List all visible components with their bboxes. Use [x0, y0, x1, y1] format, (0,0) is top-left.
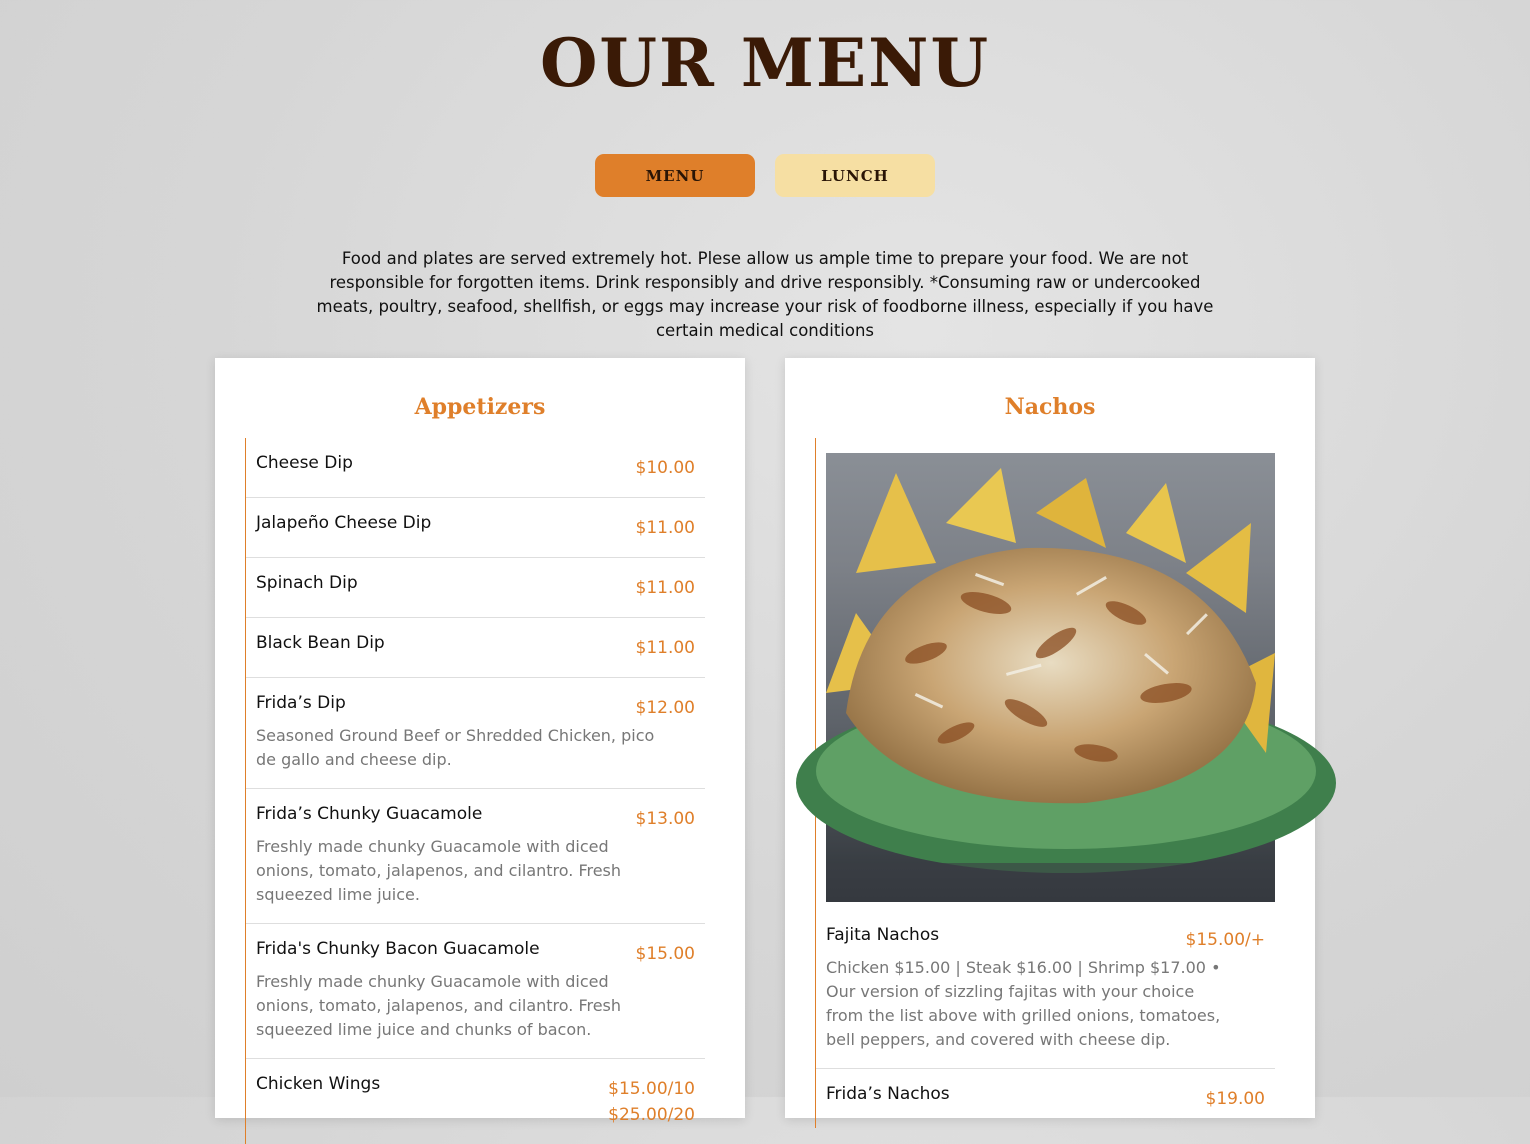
menu-notice: Food and plates are served extremely hot. Plese allow us ample time to prepare your food. We are not responsible for forgotten items. Drink responsibly and drive responsibly. *Consuming raw or undercooked meats, poultry, seafood, shellfish, or eggs may increase your risk of foodborne illness, especially if you have certain medical conditions	[316, 249, 1214, 340]
item-name: Spinach Dip	[256, 573, 358, 593]
item-price: $11.00	[635, 518, 695, 538]
appetizers-title: Appetizers	[414, 394, 546, 420]
tab-lunch[interactable]: LUNCH	[775, 154, 935, 197]
item-description: Freshly made chunky Guacamole with diced onions, tomato, jalapenos, and cilantro. Fresh squeezed lime juice and chunks of bacon.	[256, 972, 622, 1039]
item-price: $11.00	[635, 578, 695, 598]
item-name: Frida’s Chunky Guacamole	[256, 804, 483, 824]
item-name: Jalapeño Cheese Dip	[256, 513, 432, 533]
menu-item	[816, 1069, 1275, 1128]
item-name: Chicken Wings	[256, 1074, 381, 1094]
appetizers-list	[245, 438, 705, 1144]
item-name: Cheese Dip	[256, 453, 353, 473]
nachos-title: Nachos	[1004, 394, 1096, 420]
tab-menu[interactable]: MENU	[595, 154, 755, 197]
item-name: Frida’s Dip	[256, 693, 346, 713]
item-price-secondary: $25.00/20	[608, 1105, 695, 1125]
nachos-photo	[826, 453, 1275, 902]
page-title: OUR MENU	[539, 24, 991, 102]
item-description: Freshly made chunky Guacamole with diced onions, tomato, jalapenos, and cilantro. Fresh squeezed lime juice.	[256, 837, 622, 904]
nachos-photo-illustration	[826, 453, 1275, 902]
menu-item	[246, 618, 705, 678]
item-price: $11.00	[635, 638, 695, 658]
item-price: $12.00	[635, 698, 695, 718]
menu-item	[246, 1059, 705, 1144]
nachos-card	[785, 358, 1315, 1118]
item-name: Frida's Chunky Bacon Guacamole	[256, 939, 540, 959]
menu-item	[246, 924, 705, 1059]
item-price: $15.00/+	[1185, 930, 1265, 950]
item-name: Black Bean Dip	[256, 633, 385, 653]
item-price-group	[608, 1076, 695, 1128]
menu-item	[246, 438, 705, 498]
item-price: $13.00	[635, 809, 695, 829]
item-price: $15.00/10	[608, 1079, 695, 1099]
item-description: Seasoned Ground Beef or Shredded Chicken, pico de gallo and cheese dip.	[256, 726, 655, 769]
item-name: Frida’s Nachos	[826, 1084, 950, 1104]
item-price: $19.00	[1205, 1089, 1265, 1109]
appetizers-card	[215, 358, 745, 1125]
nachos-list	[815, 438, 1275, 1128]
menu-item	[246, 678, 705, 789]
item-name: Fajita Nachos	[826, 925, 940, 945]
menu-item	[246, 789, 705, 924]
menu-item	[816, 910, 1275, 1069]
item-price: $10.00	[635, 458, 695, 478]
menu-tabs	[0, 154, 1530, 197]
item-price: $15.00	[635, 944, 695, 964]
menu-item	[246, 558, 705, 618]
item-description: Chicken $15.00 | Steak $16.00 | Shrimp $17.00 • Our version of sizzling fajitas with your choice from the list above with grilled onions, tomatoes, bell peppers, and covered with cheese dip.	[826, 958, 1221, 1049]
menu-item	[246, 498, 705, 558]
